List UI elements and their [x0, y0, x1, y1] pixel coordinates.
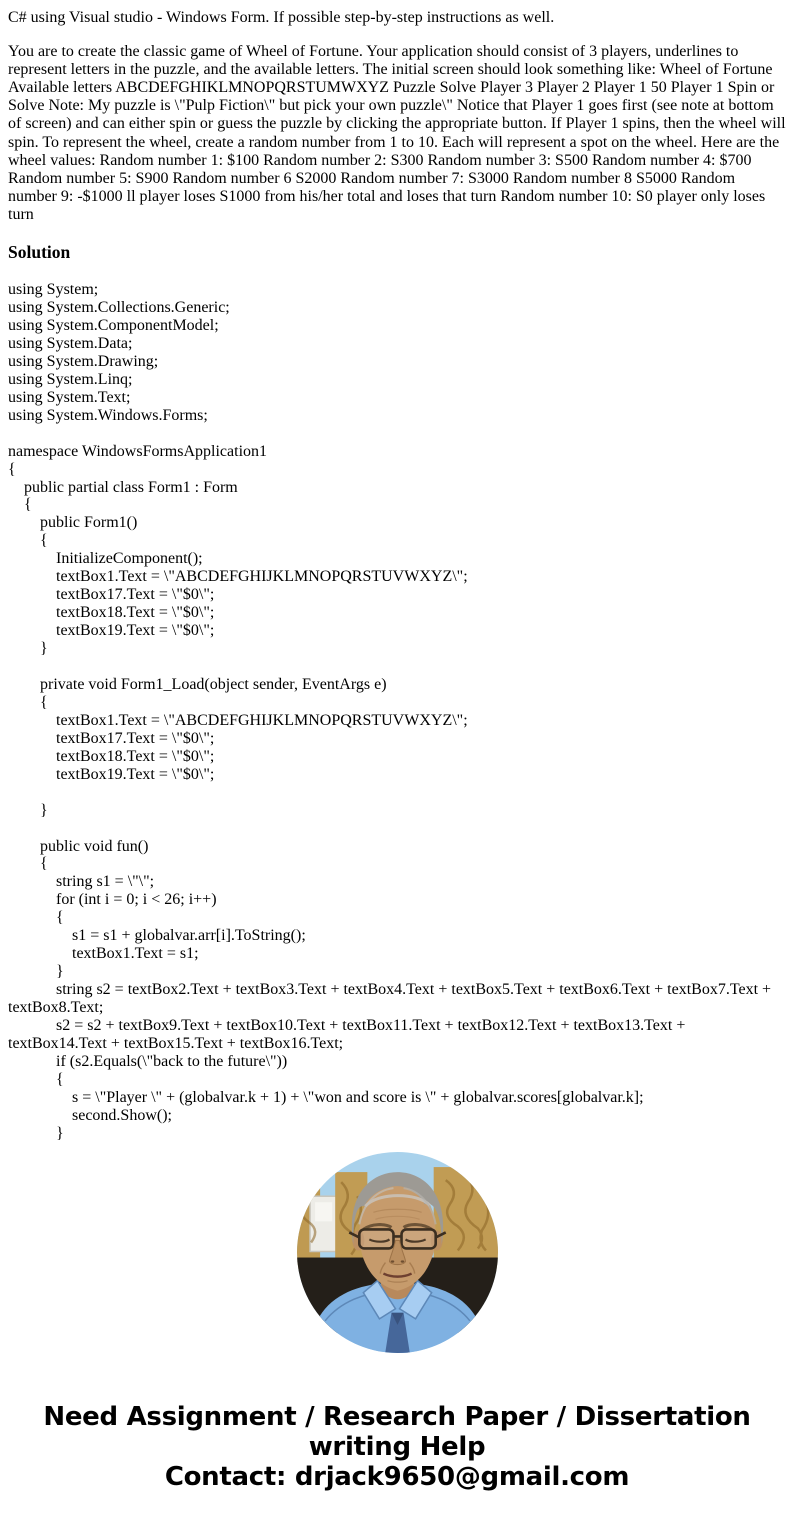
instructor-avatar — [297, 1152, 498, 1353]
code-line: textBox1.Text = s1; — [8, 945, 199, 963]
code-line: using System.Collections.Generic; — [8, 298, 230, 316]
code-line: using System.Text; — [8, 388, 131, 406]
code-line: string s2 = textBox2.Text + textBox3.Text + textBox4.Text + textBox5.Text + textBox6.Text + textBox7.Text + — [8, 981, 772, 999]
code-line: textBox17.Text = \"$0\"; — [8, 586, 215, 604]
code-line: s = \"Player \" + (globalvar.k + 1) + \"won and score is \" + globalvar.scores[globalvar.k]; — [8, 1088, 644, 1106]
code-line: textBox18.Text = \"$0\"; — [8, 604, 215, 622]
code-line: } — [8, 1124, 64, 1142]
code-line — [8, 658, 786, 676]
code-line: public void fun() — [8, 837, 149, 855]
contact-line-2: writing Help — [308, 1432, 486, 1463]
code-line: second.Show(); — [8, 1106, 172, 1124]
code-line: namespace WindowsFormsApplication1 — [8, 442, 268, 460]
code-line: textBox18.Text = \"$0\"; — [8, 747, 215, 765]
contact-banner — [8, 1402, 786, 1492]
code-line — [8, 820, 786, 838]
solution-heading: Solution — [8, 242, 71, 263]
code-line: textBox1.Text = \"ABCDEFGHIJKLMNOPQRSTUVWXYZ\"; — [8, 568, 468, 586]
code-line: textBox14.Text + textBox15.Text + textBox16.Text; — [8, 1035, 344, 1052]
code-line: } — [8, 640, 48, 658]
code-line: public Form1() — [8, 514, 138, 532]
question-body: You are to create the classic game of Wheel of Fortune. Your application should consist of 3 players, underlines to represent letters in the puzzle, and the available letters. The initial screen should look something like: Wheel of Fortune Available letters ABCDEFGHIKLMNOPQRSTUMWXYZ Puzzle Solve Player 3 Player 2 Player 1 50 Player 1 Spin or Solve Note: My puzzle is \"Pulp Fiction\" but pick your own puzzle\" Notice that Player 1 goes first (see note at bottom of screen) and can either spin or guess the puzzle by clicking the appropriate button. If Player 1 spins, then the wheel will spin. To represent the wheel, create a random number from 1 to 10. Each will represent a spot on the wheel. Here are the wheel values: Random number 1: $100 Random number 2: S300 Random number 3: S500 Random number 4: $700 Random number 5: S900 Random number 6 S2000 Random number 7: S3000 Random number 8 S5000 Random number 9: -$1000 ll player loses S1000 from his/her total and loses that turn Random number 10: S0 player only loses turn — [8, 43, 786, 223]
code-line: s2 = s2 + textBox9.Text + textBox10.Text + textBox11.Text + textBox12.Text + textBox13.Text + — [8, 1017, 686, 1035]
contact-line-3: Contact: drjack9650@gmail.com — [164, 1462, 630, 1493]
code-line: { — [8, 1070, 64, 1088]
code-line: textBox19.Text = \"$0\"; — [8, 765, 215, 783]
code-line: } — [8, 963, 64, 981]
code-line: { — [8, 532, 48, 550]
code-line: using System; — [8, 281, 99, 299]
code-line: textBox1.Text = \"ABCDEFGHIJKLMNOPQRSTUVWXYZ\"; — [8, 711, 468, 729]
code-line: { — [8, 460, 16, 478]
code-line: using System.Windows.Forms; — [8, 406, 208, 424]
code-line: public partial class Form1 : Form — [8, 478, 238, 496]
code-line: for (int i = 0; i < 26; i++) — [8, 891, 217, 909]
code-line — [8, 425, 786, 443]
contact-line-1: Need Assignment / Research Paper / Dissertation — [43, 1402, 751, 1433]
code-line: private void Form1_Load(object sender, EventArgs e) — [8, 675, 387, 693]
code-line: { — [8, 693, 48, 711]
code-line: textBox19.Text = \"$0\"; — [8, 622, 215, 640]
code-line: textBox17.Text = \"$0\"; — [8, 729, 215, 747]
code-line: InitializeComponent(); — [8, 550, 203, 568]
instructor-portrait-illustration — [297, 1152, 498, 1353]
code-line: using System.Linq; — [8, 370, 133, 388]
code-line: using System.ComponentModel; — [8, 316, 219, 334]
code-line: string s1 = \"\"; — [8, 873, 155, 891]
code-line: if (s2.Equals(\"back to the future\")) — [8, 1052, 288, 1070]
avatar-row — [8, 1152, 786, 1353]
code-line: textBox8.Text; — [8, 999, 104, 1017]
code-line: using System.Data; — [8, 334, 133, 352]
code-line: { — [8, 909, 64, 927]
code-line — [8, 784, 786, 802]
code-line: { — [8, 496, 32, 514]
question-intro: C# using Visual studio - Windows Form. If possible step-by-step instructions as well. — [8, 9, 555, 26]
code-line: using System.Drawing; — [8, 352, 159, 370]
code-line: s1 = s1 + globalvar.arr[i].ToString(); — [8, 927, 306, 945]
code-line: { — [8, 855, 48, 873]
code-line: } — [8, 801, 48, 819]
solution-code — [8, 281, 786, 1142]
